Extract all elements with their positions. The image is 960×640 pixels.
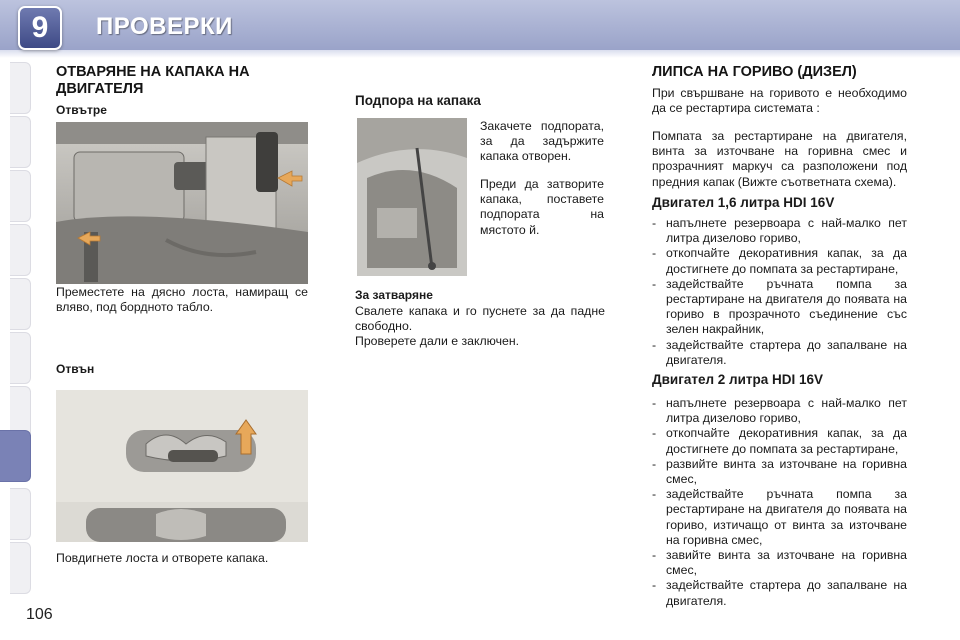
engine-2-heading: Двигател 2 литра HDI 16V bbox=[652, 372, 824, 387]
inside-heading: Отвътре bbox=[56, 103, 107, 117]
chapter-tab-9-active[interactable] bbox=[0, 430, 31, 482]
page-title: ПРОВЕРКИ bbox=[96, 13, 233, 40]
list-item: - задействайте стартера до запалване на двигателя. bbox=[652, 337, 907, 367]
list-item: - напълнете резервоара с най-малко пет литра дизелово гориво, bbox=[652, 396, 907, 426]
prop-text-2: Преди да затворите капака, поставете подпората на мястото й. bbox=[480, 177, 604, 237]
photo-hood-prop bbox=[357, 118, 467, 276]
close-text-1: Свалете капака и го пуснете за да падне свободно. bbox=[355, 304, 605, 334]
prop-text-1: Закачете подпората, за да задържите капака отворен. bbox=[480, 119, 604, 164]
fuel-intro-1: При свършване на горивото е необходимо да се рестартира системата : bbox=[652, 86, 907, 116]
chapter-tab-4[interactable] bbox=[10, 224, 31, 276]
chapter-badge: 9 bbox=[18, 6, 62, 50]
close-text-2: Проверете дали е заключен. bbox=[355, 334, 520, 348]
fuel-intro-2: Помпата за рестартиране на двигателя, винта за източване на горивна смес и прозрачният маркуч са разположени под предния капак (Вижте съответната схема). bbox=[652, 129, 907, 189]
chapter-tab-10[interactable] bbox=[10, 488, 31, 540]
prop-heading: Подпора на капака bbox=[355, 93, 481, 108]
list-item: - напълнете резервоара с най-малко пет литра дизелово гориво, bbox=[652, 216, 907, 246]
list-item: - откопчайте декоративния капак, за да достигнете до помпата за рестартиране, bbox=[652, 426, 907, 456]
section-title-hood-opening: ОТВАРЯНЕ НА КАПАКА НА ДВИГАТЕЛЯ bbox=[56, 64, 250, 97]
engine-2-steps bbox=[652, 396, 907, 609]
list-item: - развийте винта за източване на горивна смес, bbox=[652, 456, 907, 487]
chapter-tab-1[interactable] bbox=[10, 62, 31, 114]
page-number: 106 bbox=[26, 606, 53, 623]
list-item: - задействайте ръчната помпа за рестартиране на двигателя до появата на гориво, изтичащо от винта за източване на горивна смес, bbox=[652, 487, 907, 547]
chapter-tabs bbox=[0, 62, 32, 582]
section-title-fuel-shortage: ЛИПСА НА ГОРИВО (ДИЗЕЛ) bbox=[652, 64, 857, 80]
engine-16-steps bbox=[652, 216, 907, 368]
engine-16-heading: Двигател 1,6 литра HDI 16V bbox=[652, 195, 835, 210]
inside-caption: Преместете на дясно лоста, намиращ се вляво, под бордното табло. bbox=[56, 285, 308, 315]
close-heading: За затваряне bbox=[355, 288, 433, 302]
chapter-tab-5[interactable] bbox=[10, 278, 31, 330]
list-item: - задействайте ръчната помпа за рестартиране на двигателя до появата на гориво в прозрачното съединение със зелен накрайник, bbox=[652, 276, 907, 337]
chapter-tab-3[interactable] bbox=[10, 170, 31, 222]
list-item: - откопчайте декоративния капак, за да достигнете до помпата за рестартиране, bbox=[652, 246, 907, 276]
list-item: - задействайте стартера до запалване на двигателя. bbox=[652, 578, 907, 608]
outside-heading: Отвън bbox=[56, 362, 95, 376]
chapter-tab-6[interactable] bbox=[10, 332, 31, 384]
chapter-tab-2[interactable] bbox=[10, 116, 31, 168]
chapter-tab-11[interactable] bbox=[10, 542, 31, 594]
header-stripe bbox=[0, 50, 960, 58]
list-item: - завийте винта за източване на горивна смес, bbox=[652, 548, 907, 578]
photo-inside-lever bbox=[56, 122, 308, 284]
outside-caption: Повдигнете лоста и отворете капака. bbox=[56, 551, 269, 565]
photo-outside-lever bbox=[56, 390, 308, 542]
